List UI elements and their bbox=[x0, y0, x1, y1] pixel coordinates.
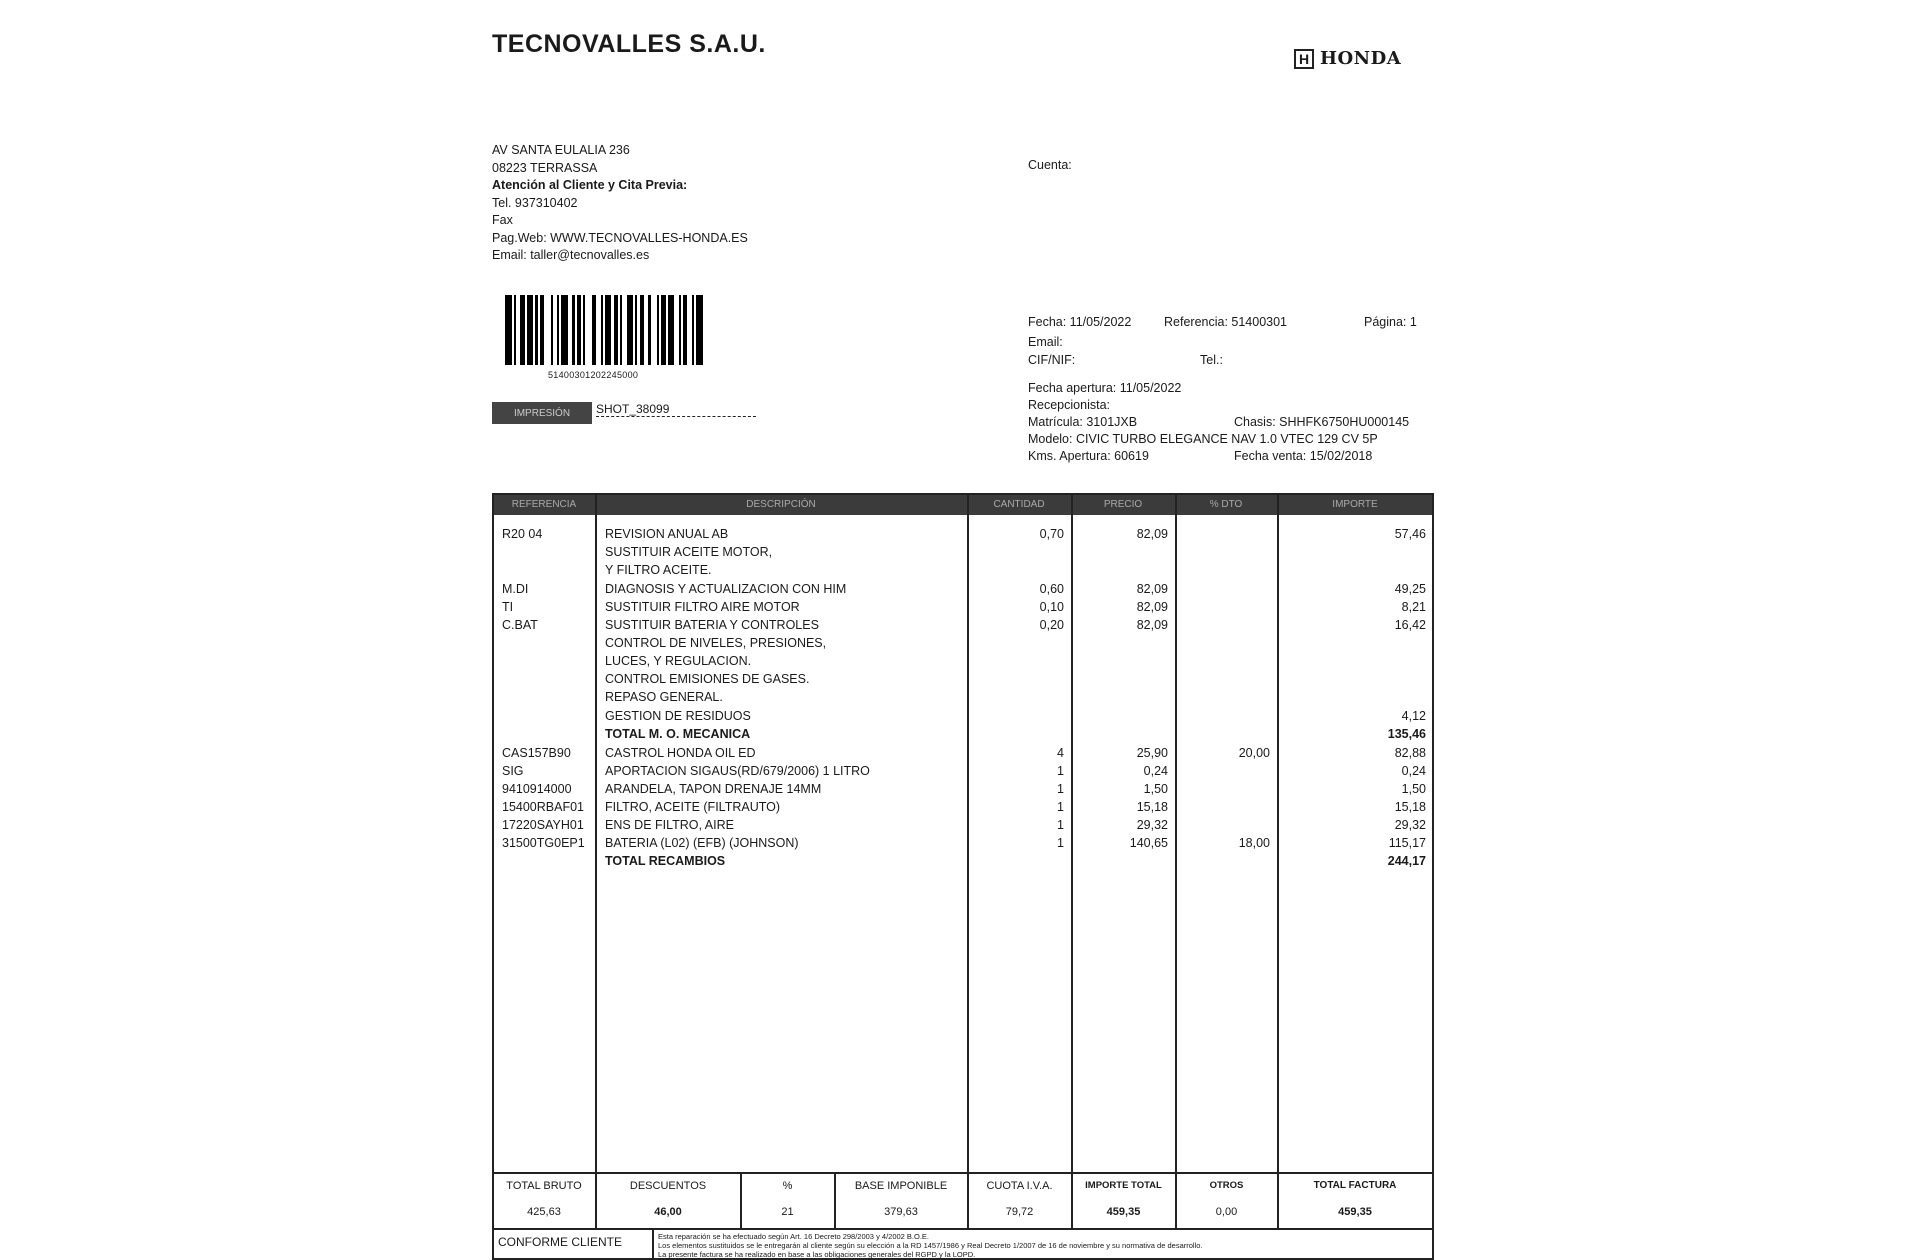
cell-price: 82,09 bbox=[1136, 527, 1168, 541]
header-description: DESCRIPCIÓN bbox=[746, 499, 816, 510]
page-number: Página: 1 bbox=[1364, 315, 1417, 329]
otros-value: 0,00 bbox=[1215, 1206, 1238, 1218]
cell-amount: 15,18 bbox=[1394, 800, 1426, 814]
attention-label: Atención al Cliente y Cita Previa: bbox=[492, 178, 688, 192]
discounts-value: 46,00 bbox=[654, 1206, 682, 1218]
brand-logo bbox=[1294, 48, 1401, 69]
cell-amount: 1,50 bbox=[1401, 782, 1426, 796]
cell-amount: 4,12 bbox=[1401, 709, 1426, 723]
footer-divider bbox=[494, 1228, 1432, 1230]
header-price: PRECIO bbox=[1103, 499, 1143, 510]
print-stamp: IMPRESIÓN bbox=[492, 402, 592, 424]
cell-ref: SIG bbox=[502, 764, 524, 778]
barcode-number: 51400301202245000 bbox=[548, 370, 639, 380]
cell-ref: 15400RBAF01 bbox=[502, 800, 585, 814]
column-divider bbox=[967, 495, 969, 1228]
honda-mark-icon: H bbox=[1294, 49, 1314, 69]
cell-qty: 1 bbox=[1057, 800, 1064, 814]
shot-reference: SHOT_38099 bbox=[596, 402, 756, 417]
customer-id-row bbox=[1028, 353, 1223, 367]
column-divider bbox=[1175, 495, 1177, 1228]
opening-date: Fecha apertura: 11/05/2022 bbox=[1028, 381, 1182, 395]
cell-qty: 1 bbox=[1057, 818, 1064, 832]
cell-desc: CASTROL HONDA OIL ED bbox=[605, 746, 756, 760]
percent-label: % bbox=[782, 1180, 793, 1192]
header-quantity: CANTIDAD bbox=[993, 499, 1045, 510]
cell-desc: APORTACION SIGAUS(RD/679/2006) 1 LITRO bbox=[605, 764, 870, 778]
cell-desc: REVISION ANUAL AB bbox=[605, 527, 729, 541]
sale-date: Fecha venta: 15/02/2018 bbox=[1234, 449, 1373, 463]
cell-ref: R20 04 bbox=[502, 527, 543, 541]
cell-desc: CONTROL EMISIONES DE GASES. bbox=[605, 672, 810, 686]
base-imponible-value: 379,63 bbox=[884, 1206, 918, 1218]
cell-ref: C.BAT bbox=[502, 618, 538, 632]
cell-amount: 115,17 bbox=[1388, 836, 1426, 850]
chassis-number: Chasis: SHHFK6750HU000145 bbox=[1234, 415, 1410, 429]
cell-amount: 244,17 bbox=[1387, 854, 1426, 868]
receptionist: Recepcionista: bbox=[1028, 398, 1110, 412]
cell-desc: TOTAL M. O. MECANICA bbox=[605, 727, 751, 741]
cell-amount: 82,88 bbox=[1394, 746, 1426, 760]
cell-price: 82,09 bbox=[1136, 600, 1168, 614]
cell-price: 140,65 bbox=[1129, 836, 1168, 850]
cell-desc: LUCES, Y REGULACION. bbox=[605, 654, 752, 668]
cell-desc: TOTAL RECAMBIOS bbox=[605, 854, 726, 868]
cell-desc: SUSTITUIR BATERIA Y CONTROLES bbox=[605, 618, 819, 632]
iva-label: CUOTA I.V.A. bbox=[986, 1180, 1053, 1192]
cell-qty: 4 bbox=[1057, 746, 1064, 760]
legal-text: Esta reparación se ha efectuado según Art. 16 Decreto 298/2003 y 4/2002 B.O.E. bbox=[658, 1232, 930, 1241]
cell-desc: ARANDELA, TAPON DRENAJE 14MM bbox=[605, 782, 822, 796]
total-factura-value: 459,35 bbox=[1338, 1206, 1372, 1218]
cell-ref: TI bbox=[502, 600, 514, 614]
cell-desc: SUSTITUIR FILTRO AIRE MOTOR bbox=[605, 600, 800, 614]
mileage: Kms. Apertura: 60619 bbox=[1028, 449, 1149, 463]
barcode bbox=[505, 295, 705, 365]
cell-desc: BATERIA (L02) (EFB) (JOHNSON) bbox=[605, 836, 799, 850]
table-header bbox=[494, 495, 1432, 515]
cell-amount: 57,46 bbox=[1394, 527, 1426, 541]
cell-desc: CONTROL DE NIVELES, PRESIONES, bbox=[605, 636, 827, 650]
cuenta-label: Cuenta: bbox=[1028, 158, 1072, 172]
column-divider bbox=[1277, 495, 1279, 1228]
cell-ref: 17220SAYH01 bbox=[502, 818, 584, 832]
cell-price: 82,09 bbox=[1136, 582, 1168, 596]
cell-amount: 29,32 bbox=[1394, 818, 1426, 832]
cell-price: 1,50 bbox=[1143, 782, 1168, 796]
mileage-row bbox=[1028, 449, 1372, 463]
company-name: TECNOVALLES S.A.U. bbox=[492, 30, 766, 58]
customer-phone: Tel.: bbox=[1200, 353, 1223, 367]
address-line: AV SANTA EULALIA 236 bbox=[492, 143, 630, 157]
cell-price: 82,09 bbox=[1136, 618, 1168, 632]
cell-ref: CAS157B90 bbox=[502, 746, 571, 760]
legal-text: Los elementos sustituidos se le entregarán al cliente según su elección a la RD 1457/1986 y Real Decreto 1/2007 de 16 de noviembre y su normativa de desarrollo. bbox=[658, 1241, 1203, 1250]
cell-qty: 1 bbox=[1057, 836, 1064, 850]
email: Email: taller@tecnovalles.es bbox=[492, 248, 650, 262]
otros-label: OTROS bbox=[1209, 1180, 1244, 1191]
cell-desc: REPASO GENERAL. bbox=[605, 690, 723, 704]
percent-value: 21 bbox=[781, 1206, 794, 1218]
cell-qty: 0,70 bbox=[1039, 527, 1064, 541]
cell-amount: 135,46 bbox=[1387, 727, 1426, 741]
cell-qty: 1 bbox=[1057, 764, 1064, 778]
invoice-reference: Referencia: 51400301 bbox=[1164, 315, 1288, 329]
customer-email: Email: bbox=[1028, 335, 1063, 349]
brand-name: HONDA bbox=[1320, 48, 1402, 69]
cell-dto: 20,00 bbox=[1238, 746, 1270, 760]
cell-dto: 18,00 bbox=[1238, 836, 1270, 850]
cell-desc: GESTION DE RESIDUOS bbox=[605, 709, 751, 723]
cell-desc: FILTRO, ACEITE (FILTRAUTO) bbox=[605, 800, 781, 814]
totals-divider bbox=[494, 1172, 1432, 1174]
cell-desc: SUSTITUIR ACEITE MOTOR, bbox=[605, 545, 773, 559]
barcode-gap bbox=[703, 295, 705, 365]
total-bruto-value: 425,63 bbox=[527, 1206, 561, 1218]
cell-amount: 16,42 bbox=[1394, 618, 1426, 632]
column-divider bbox=[1071, 495, 1073, 1228]
vehicle-row bbox=[1028, 415, 1409, 429]
website: Pag.Web: WWW.TECNOVALLES-HONDA.ES bbox=[492, 230, 748, 245]
cell-price: 15,18 bbox=[1136, 800, 1168, 814]
iva-value: 79,72 bbox=[1005, 1206, 1034, 1218]
cell-qty: 0,10 bbox=[1039, 600, 1064, 614]
column-divider bbox=[595, 495, 597, 1228]
cell-ref: 9410914000 bbox=[502, 782, 572, 796]
column-divider bbox=[652, 1228, 654, 1260]
cell-ref: M.DI bbox=[502, 582, 529, 596]
cell-ref: 31500TG0EP1 bbox=[502, 836, 585, 850]
header-discount: % DTO bbox=[1209, 499, 1243, 510]
cell-desc: DIAGNOSIS Y ACTUALIZACION CON HIM bbox=[605, 582, 847, 596]
importe-total-label: IMPORTE TOTAL bbox=[1085, 1180, 1162, 1191]
invoice-date: Fecha: 11/05/2022 bbox=[1028, 315, 1132, 329]
cell-qty: 1 bbox=[1057, 782, 1064, 796]
fax: Fax bbox=[492, 213, 513, 227]
plate-number: Matrícula: 3101JXB bbox=[1028, 415, 1138, 429]
cell-qty: 0,60 bbox=[1039, 582, 1064, 596]
customer-signature-label: CONFORME CLIENTE bbox=[498, 1235, 623, 1249]
cell-desc: Y FILTRO ACEITE. bbox=[605, 563, 712, 577]
address-line: 08223 TERRASSA bbox=[492, 160, 598, 175]
telephone: Tel. 937310402 bbox=[492, 195, 578, 210]
cell-amount: 8,21 bbox=[1401, 600, 1426, 614]
vehicle-model: Modelo: CIVIC TURBO ELEGANCE NAV 1.0 VTEC 129 CV 5P bbox=[1028, 432, 1378, 446]
importe-total-value: 459,35 bbox=[1106, 1206, 1141, 1218]
address-block bbox=[492, 142, 748, 265]
total-bruto-label: TOTAL BRUTO bbox=[506, 1180, 582, 1192]
header-reference: REFERENCIA bbox=[511, 499, 577, 510]
invoice-info-row bbox=[1028, 315, 1417, 329]
total-factura-label: TOTAL FACTURA bbox=[1313, 1180, 1397, 1191]
cell-amount: 49,25 bbox=[1394, 582, 1426, 596]
cell-price: 29,32 bbox=[1136, 818, 1168, 832]
discounts-label: DESCUENTOS bbox=[629, 1180, 707, 1192]
header-amount: IMPORTE bbox=[1332, 499, 1378, 510]
cell-amount: 0,24 bbox=[1401, 764, 1426, 778]
cell-qty: 0,20 bbox=[1039, 618, 1064, 632]
base-imponible-label: BASE IMPONIBLE bbox=[854, 1180, 948, 1192]
cif-nif: CIF/NIF: bbox=[1028, 353, 1076, 367]
cell-price: 25,90 bbox=[1136, 746, 1168, 760]
cell-price: 0,24 bbox=[1143, 764, 1168, 778]
cell-desc: ENS DE FILTRO, AIRE bbox=[605, 818, 734, 832]
legal-text: La presente factura se ha realizado en base a las obligaciones generales del RGPD y la LOPD. bbox=[658, 1250, 976, 1259]
